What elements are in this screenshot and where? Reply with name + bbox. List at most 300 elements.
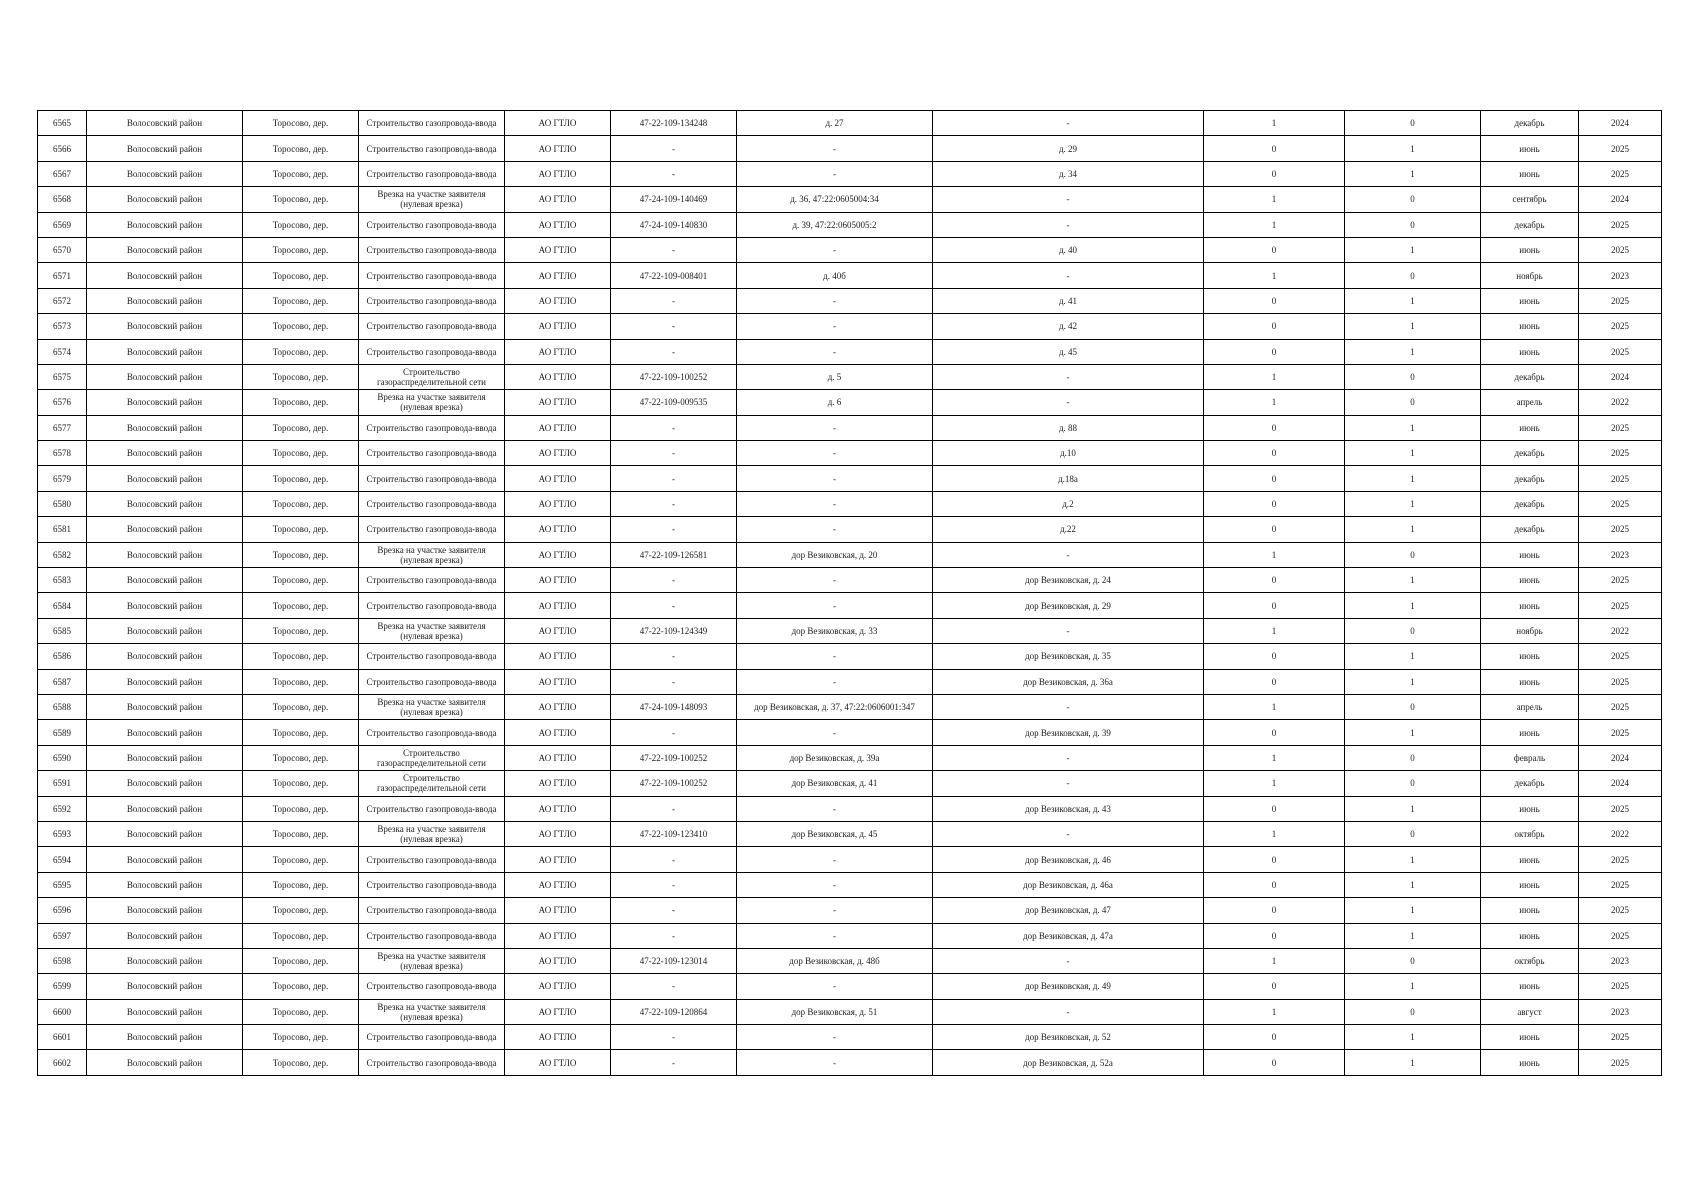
count-done-cell: 1 [1204, 694, 1345, 719]
table-row [38, 593, 1662, 618]
address-connected-cell: д. 5 [737, 364, 933, 389]
permit-number-cell: 47-24-109-148093 [611, 694, 737, 719]
count-done-cell: 0 [1204, 898, 1345, 923]
address-connected-cell: - [737, 720, 933, 745]
year-cell: 2024 [1579, 745, 1662, 770]
district-cell: Волосовский район [87, 441, 243, 466]
count-planned-cell: 0 [1345, 263, 1481, 288]
count-done-cell: 0 [1204, 288, 1345, 313]
address-connected-cell: - [737, 161, 933, 186]
year-cell: 2025 [1579, 441, 1662, 466]
locality-cell: Торосово, дер. [243, 237, 359, 262]
gas-connection-table [37, 110, 1662, 1076]
locality-cell: Торосово, дер. [243, 745, 359, 770]
table-row [38, 821, 1662, 846]
address-planned-cell: д. 40 [933, 237, 1204, 262]
month-cell: октябрь [1481, 821, 1579, 846]
district-cell: Волосовский район [87, 923, 243, 948]
month-cell: апрель [1481, 694, 1579, 719]
district-cell: Волосовский район [87, 669, 243, 694]
row-number-cell: 6593 [38, 821, 87, 846]
row-number-cell: 6572 [38, 288, 87, 313]
count-done-cell: 0 [1204, 466, 1345, 491]
year-cell: 2025 [1579, 288, 1662, 313]
month-cell: ноябрь [1481, 618, 1579, 643]
work-type-cell: Строительство газопровода-ввода [359, 314, 505, 339]
locality-cell: Торосово, дер. [243, 821, 359, 846]
address-connected-cell: дор Везиковская, д. 48б [737, 948, 933, 973]
district-cell: Волосовский район [87, 593, 243, 618]
organization-cell: АО ГТЛО [505, 745, 611, 770]
count-planned-cell: 0 [1345, 187, 1481, 212]
locality-cell: Торосово, дер. [243, 314, 359, 339]
work-type-cell: Строительство газопровода-ввода [359, 441, 505, 466]
district-cell: Волосовский район [87, 847, 243, 872]
count-planned-cell: 1 [1345, 288, 1481, 313]
table-row [38, 974, 1662, 999]
locality-cell: Торосово, дер. [243, 720, 359, 745]
count-done-cell: 0 [1204, 720, 1345, 745]
count-done-cell: 0 [1204, 847, 1345, 872]
count-done-cell: 1 [1204, 390, 1345, 415]
count-done-cell: 0 [1204, 1025, 1345, 1050]
year-cell: 2025 [1579, 694, 1662, 719]
month-cell: декабрь [1481, 491, 1579, 516]
organization-cell: АО ГТЛО [505, 948, 611, 973]
year-cell: 2025 [1579, 1025, 1662, 1050]
locality-cell: Торосово, дер. [243, 618, 359, 643]
month-cell: апрель [1481, 390, 1579, 415]
work-type-cell: Строительство газопровода-ввода [359, 847, 505, 872]
table-row [38, 339, 1662, 364]
address-connected-cell: - [737, 288, 933, 313]
month-cell: июнь [1481, 237, 1579, 262]
organization-cell: АО ГТЛО [505, 364, 611, 389]
district-cell: Волосовский район [87, 821, 243, 846]
address-connected-cell: - [737, 517, 933, 542]
count-planned-cell: 1 [1345, 466, 1481, 491]
count-done-cell: 0 [1204, 872, 1345, 897]
locality-cell: Торосово, дер. [243, 187, 359, 212]
locality-cell: Торосово, дер. [243, 669, 359, 694]
district-cell: Волосовский район [87, 796, 243, 821]
address-planned-cell: дор Везиковская, д. 47а [933, 923, 1204, 948]
month-cell: июнь [1481, 847, 1579, 872]
organization-cell: АО ГТЛО [505, 593, 611, 618]
month-cell: февраль [1481, 745, 1579, 770]
count-planned-cell: 0 [1345, 694, 1481, 719]
work-type-cell: Строительство газопровода-ввода [359, 923, 505, 948]
address-connected-cell: - [737, 847, 933, 872]
permit-number-cell: - [611, 847, 737, 872]
address-planned-cell: д.22 [933, 517, 1204, 542]
count-planned-cell: 1 [1345, 923, 1481, 948]
year-cell: 2023 [1579, 999, 1662, 1024]
permit-number-cell: - [611, 593, 737, 618]
address-connected-cell: - [737, 314, 933, 339]
count-planned-cell: 0 [1345, 771, 1481, 796]
permit-number-cell: - [611, 466, 737, 491]
permit-number-cell: 47-22-109-120864 [611, 999, 737, 1024]
address-planned-cell: - [933, 364, 1204, 389]
row-number-cell: 6579 [38, 466, 87, 491]
month-cell: июнь [1481, 415, 1579, 440]
row-number-cell: 6577 [38, 415, 87, 440]
row-number-cell: 6574 [38, 339, 87, 364]
locality-cell: Торосово, дер. [243, 847, 359, 872]
organization-cell: АО ГТЛО [505, 720, 611, 745]
organization-cell: АО ГТЛО [505, 999, 611, 1024]
organization-cell: АО ГТЛО [505, 441, 611, 466]
year-cell: 2023 [1579, 263, 1662, 288]
permit-number-cell: - [611, 415, 737, 440]
address-planned-cell: д. 41 [933, 288, 1204, 313]
address-connected-cell: - [737, 415, 933, 440]
work-type-cell: Строительство газопровода-ввода [359, 1050, 505, 1075]
permit-number-cell: - [611, 872, 737, 897]
permit-number-cell: 47-22-109-126581 [611, 542, 737, 567]
work-type-cell: Строительство газопровода-ввода [359, 720, 505, 745]
row-number-cell: 6587 [38, 669, 87, 694]
count-planned-cell: 1 [1345, 568, 1481, 593]
work-type-cell: Врезка на участке заявителя (нулевая врезка) [359, 948, 505, 973]
row-number-cell: 6591 [38, 771, 87, 796]
locality-cell: Торосово, дер. [243, 212, 359, 237]
work-type-cell: Строительство газопровода-ввода [359, 339, 505, 364]
row-number-cell: 6599 [38, 974, 87, 999]
work-type-cell: Врезка на участке заявителя (нулевая врезка) [359, 187, 505, 212]
address-planned-cell: - [933, 390, 1204, 415]
month-cell: декабрь [1481, 441, 1579, 466]
count-planned-cell: 1 [1345, 517, 1481, 542]
work-type-cell: Строительство газопровода-ввода [359, 568, 505, 593]
count-planned-cell: 1 [1345, 339, 1481, 364]
table-row [38, 491, 1662, 516]
address-connected-cell: - [737, 974, 933, 999]
permit-number-cell: - [611, 669, 737, 694]
count-done-cell: 0 [1204, 923, 1345, 948]
organization-cell: АО ГТЛО [505, 821, 611, 846]
row-number-cell: 6571 [38, 263, 87, 288]
count-planned-cell: 1 [1345, 237, 1481, 262]
address-planned-cell: д.18а [933, 466, 1204, 491]
permit-number-cell: - [611, 136, 737, 161]
work-type-cell: Строительство газопровода-ввода [359, 288, 505, 313]
count-done-cell: 0 [1204, 644, 1345, 669]
row-number-cell: 6592 [38, 796, 87, 821]
month-cell: сентябрь [1481, 187, 1579, 212]
table-row [38, 618, 1662, 643]
month-cell: июнь [1481, 568, 1579, 593]
year-cell: 2025 [1579, 491, 1662, 516]
count-done-cell: 0 [1204, 441, 1345, 466]
address-planned-cell: дор Везиковская, д. 29 [933, 593, 1204, 618]
count-planned-cell: 1 [1345, 898, 1481, 923]
address-planned-cell: д. 29 [933, 136, 1204, 161]
table-row [38, 669, 1662, 694]
year-cell: 2025 [1579, 872, 1662, 897]
permit-number-cell: - [611, 898, 737, 923]
count-planned-cell: 1 [1345, 1025, 1481, 1050]
row-number-cell: 6576 [38, 390, 87, 415]
locality-cell: Торосово, дер. [243, 568, 359, 593]
district-cell: Волосовский район [87, 948, 243, 973]
address-planned-cell: - [933, 212, 1204, 237]
address-planned-cell: - [933, 618, 1204, 643]
work-type-cell: Врезка на участке заявителя (нулевая врезка) [359, 821, 505, 846]
organization-cell: АО ГТЛО [505, 187, 611, 212]
work-type-cell: Строительство газопровода-ввода [359, 644, 505, 669]
address-connected-cell: - [737, 1025, 933, 1050]
locality-cell: Торосово, дер. [243, 288, 359, 313]
month-cell: декабрь [1481, 517, 1579, 542]
count-planned-cell: 1 [1345, 415, 1481, 440]
month-cell: июнь [1481, 720, 1579, 745]
count-done-cell: 0 [1204, 974, 1345, 999]
work-type-cell: Строительство газораспределительной сети [359, 364, 505, 389]
organization-cell: АО ГТЛО [505, 669, 611, 694]
permit-number-cell: 47-22-109-100252 [611, 745, 737, 770]
month-cell: июнь [1481, 796, 1579, 821]
address-connected-cell: - [737, 568, 933, 593]
organization-cell: АО ГТЛО [505, 644, 611, 669]
count-planned-cell: 1 [1345, 872, 1481, 897]
district-cell: Волосовский район [87, 263, 243, 288]
district-cell: Волосовский район [87, 1025, 243, 1050]
permit-number-cell: 47-22-109-009535 [611, 390, 737, 415]
month-cell: июнь [1481, 1025, 1579, 1050]
count-planned-cell: 1 [1345, 669, 1481, 694]
table-row [38, 136, 1662, 161]
row-number-cell: 6601 [38, 1025, 87, 1050]
permit-number-cell: - [611, 237, 737, 262]
permit-number-cell: 47-22-109-134248 [611, 111, 737, 136]
count-planned-cell: 0 [1345, 618, 1481, 643]
district-cell: Волосовский район [87, 339, 243, 364]
table-row [38, 263, 1662, 288]
table-row [38, 898, 1662, 923]
permit-number-cell: - [611, 441, 737, 466]
count-planned-cell: 1 [1345, 136, 1481, 161]
district-cell: Волосовский район [87, 568, 243, 593]
work-type-cell: Строительство газопровода-ввода [359, 593, 505, 618]
address-connected-cell: д. 27 [737, 111, 933, 136]
address-connected-cell: - [737, 669, 933, 694]
district-cell: Волосовский район [87, 187, 243, 212]
address-connected-cell: дор Везиковская, д. 20 [737, 542, 933, 567]
row-number-cell: 6584 [38, 593, 87, 618]
row-number-cell: 6600 [38, 999, 87, 1024]
address-connected-cell: - [737, 898, 933, 923]
table-row [38, 694, 1662, 719]
district-cell: Волосовский район [87, 466, 243, 491]
address-connected-cell: - [737, 237, 933, 262]
address-planned-cell: дор Везиковская, д. 36а [933, 669, 1204, 694]
count-planned-cell: 0 [1345, 821, 1481, 846]
year-cell: 2022 [1579, 618, 1662, 643]
month-cell: ноябрь [1481, 263, 1579, 288]
organization-cell: АО ГТЛО [505, 872, 611, 897]
count-planned-cell: 1 [1345, 847, 1481, 872]
address-connected-cell: - [737, 644, 933, 669]
row-number-cell: 6586 [38, 644, 87, 669]
work-type-cell: Строительство газопровода-ввода [359, 872, 505, 897]
count-done-cell: 1 [1204, 542, 1345, 567]
count-planned-cell: 0 [1345, 212, 1481, 237]
address-planned-cell: дор Везиковская, д. 46 [933, 847, 1204, 872]
permit-number-cell: 47-22-109-100252 [611, 364, 737, 389]
count-done-cell: 1 [1204, 821, 1345, 846]
count-planned-cell: 0 [1345, 948, 1481, 973]
count-planned-cell: 1 [1345, 314, 1481, 339]
count-done-cell: 0 [1204, 796, 1345, 821]
work-type-cell: Врезка на участке заявителя (нулевая врезка) [359, 390, 505, 415]
year-cell: 2025 [1579, 974, 1662, 999]
count-planned-cell: 1 [1345, 720, 1481, 745]
permit-number-cell: 47-24-109-140830 [611, 212, 737, 237]
count-planned-cell: 0 [1345, 390, 1481, 415]
table-row [38, 364, 1662, 389]
locality-cell: Торосово, дер. [243, 364, 359, 389]
year-cell: 2025 [1579, 1050, 1662, 1075]
address-planned-cell: д. 42 [933, 314, 1204, 339]
month-cell: декабрь [1481, 111, 1579, 136]
permit-number-cell: 47-22-109-123410 [611, 821, 737, 846]
row-number-cell: 6583 [38, 568, 87, 593]
address-planned-cell: дор Везиковская, д. 49 [933, 974, 1204, 999]
address-connected-cell: дор Везиковская, д. 41 [737, 771, 933, 796]
year-cell: 2024 [1579, 187, 1662, 212]
district-cell: Волосовский район [87, 288, 243, 313]
district-cell: Волосовский район [87, 364, 243, 389]
organization-cell: АО ГТЛО [505, 694, 611, 719]
locality-cell: Торосово, дер. [243, 694, 359, 719]
count-planned-cell: 1 [1345, 161, 1481, 186]
organization-cell: АО ГТЛО [505, 542, 611, 567]
row-number-cell: 6568 [38, 187, 87, 212]
locality-cell: Торосово, дер. [243, 161, 359, 186]
organization-cell: АО ГТЛО [505, 111, 611, 136]
permit-number-cell: 47-22-109-008401 [611, 263, 737, 288]
count-done-cell: 0 [1204, 161, 1345, 186]
count-done-cell: 1 [1204, 948, 1345, 973]
month-cell: октябрь [1481, 948, 1579, 973]
year-cell: 2025 [1579, 593, 1662, 618]
count-done-cell: 1 [1204, 111, 1345, 136]
address-planned-cell: д.2 [933, 491, 1204, 516]
organization-cell: АО ГТЛО [505, 263, 611, 288]
row-number-cell: 6570 [38, 237, 87, 262]
table-row [38, 517, 1662, 542]
permit-number-cell: - [611, 923, 737, 948]
year-cell: 2024 [1579, 364, 1662, 389]
count-done-cell: 1 [1204, 263, 1345, 288]
year-cell: 2025 [1579, 161, 1662, 186]
month-cell: июнь [1481, 644, 1579, 669]
month-cell: декабрь [1481, 771, 1579, 796]
address-planned-cell: дор Везиковская, д. 52а [933, 1050, 1204, 1075]
count-planned-cell: 1 [1345, 441, 1481, 466]
month-cell: июнь [1481, 974, 1579, 999]
address-connected-cell: д. 39, 47:22:0605005:2 [737, 212, 933, 237]
work-type-cell: Строительство газопровода-ввода [359, 796, 505, 821]
month-cell: июнь [1481, 542, 1579, 567]
locality-cell: Торосово, дер. [243, 263, 359, 288]
table-row [38, 237, 1662, 262]
address-planned-cell: д.10 [933, 441, 1204, 466]
row-number-cell: 6565 [38, 111, 87, 136]
count-planned-cell: 1 [1345, 644, 1481, 669]
locality-cell: Торосово, дер. [243, 1025, 359, 1050]
table-row [38, 948, 1662, 973]
district-cell: Волосовский район [87, 720, 243, 745]
permit-number-cell: - [611, 161, 737, 186]
work-type-cell: Врезка на участке заявителя (нулевая врезка) [359, 542, 505, 567]
address-connected-cell: - [737, 466, 933, 491]
count-planned-cell: 0 [1345, 542, 1481, 567]
district-cell: Волосовский район [87, 974, 243, 999]
month-cell: июнь [1481, 314, 1579, 339]
month-cell: декабрь [1481, 364, 1579, 389]
table-row [38, 161, 1662, 186]
month-cell: июнь [1481, 923, 1579, 948]
locality-cell: Торосово, дер. [243, 644, 359, 669]
month-cell: декабрь [1481, 466, 1579, 491]
address-planned-cell: - [933, 694, 1204, 719]
table-row [38, 212, 1662, 237]
organization-cell: АО ГТЛО [505, 568, 611, 593]
table-row [38, 1025, 1662, 1050]
row-number-cell: 6585 [38, 618, 87, 643]
permit-number-cell: - [611, 644, 737, 669]
locality-cell: Торосово, дер. [243, 872, 359, 897]
row-number-cell: 6594 [38, 847, 87, 872]
locality-cell: Торосово, дер. [243, 999, 359, 1024]
table-row [38, 542, 1662, 567]
address-planned-cell: д. 34 [933, 161, 1204, 186]
year-cell: 2025 [1579, 212, 1662, 237]
table-row [38, 771, 1662, 796]
count-done-cell: 0 [1204, 415, 1345, 440]
year-cell: 2022 [1579, 390, 1662, 415]
table-row [38, 441, 1662, 466]
month-cell: июнь [1481, 669, 1579, 694]
count-planned-cell: 0 [1345, 999, 1481, 1024]
work-type-cell: Строительство газопровода-ввода [359, 237, 505, 262]
permit-number-cell: - [611, 1050, 737, 1075]
row-number-cell: 6598 [38, 948, 87, 973]
address-connected-cell: - [737, 136, 933, 161]
address-planned-cell: - [933, 821, 1204, 846]
address-connected-cell: - [737, 1050, 933, 1075]
month-cell: июнь [1481, 339, 1579, 364]
year-cell: 2024 [1579, 771, 1662, 796]
locality-cell: Торосово, дер. [243, 491, 359, 516]
organization-cell: АО ГТЛО [505, 237, 611, 262]
work-type-cell: Строительство газопровода-ввода [359, 669, 505, 694]
work-type-cell: Строительство газораспределительной сети [359, 745, 505, 770]
address-connected-cell: дор Везиковская, д. 45 [737, 821, 933, 846]
count-done-cell: 1 [1204, 212, 1345, 237]
address-planned-cell: дор Везиковская, д. 46а [933, 872, 1204, 897]
district-cell: Волосовский район [87, 618, 243, 643]
row-number-cell: 6573 [38, 314, 87, 339]
count-done-cell: 1 [1204, 187, 1345, 212]
address-planned-cell: дор Везиковская, д. 35 [933, 644, 1204, 669]
year-cell: 2025 [1579, 898, 1662, 923]
address-planned-cell: - [933, 745, 1204, 770]
count-planned-cell: 0 [1345, 111, 1481, 136]
